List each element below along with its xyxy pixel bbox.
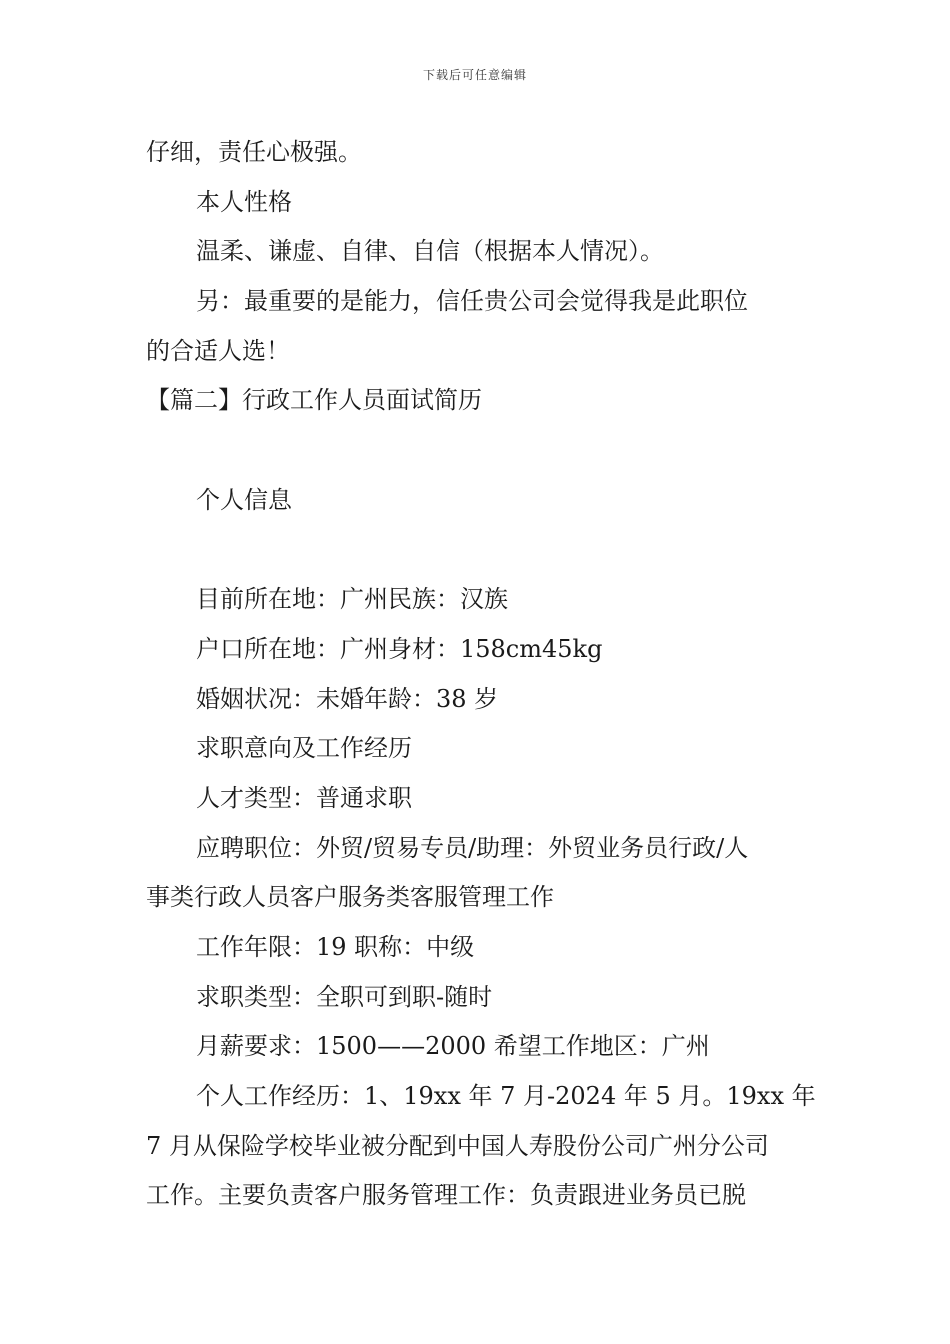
- section-title-part-two: 【篇二】行政工作人员面试简历: [146, 386, 482, 415]
- body-line: 温柔、谦虚、自律、自信（根据本人情况）。: [196, 237, 664, 266]
- info-line-salary: 月薪要求：1500——2000 希望工作地区：广州: [196, 1032, 710, 1061]
- info-line-location: 目前所在地：广州民族：汉族: [196, 585, 508, 614]
- blank-line: [146, 526, 811, 576]
- info-line-marital: 婚姻状况：未婚年龄：38 岁: [196, 684, 499, 713]
- blank-line: [146, 426, 811, 476]
- body-line: 的合适人选！: [146, 336, 290, 365]
- section-heading-job-intent: 求职意向及工作经历: [196, 734, 412, 763]
- info-line-hukou: 户口所在地：广州身材：158cm45kg: [196, 634, 603, 663]
- body-line: 另：最重要的是能力，信任贵公司会觉得我是此职位: [196, 287, 748, 316]
- info-line-work-years: 工作年限：19 职称：中级: [196, 933, 475, 961]
- section-heading-personality: 本人性格: [196, 187, 292, 216]
- body-line: 工作。主要负责客户服务管理工作：负责跟进业务员已脱: [146, 1181, 746, 1210]
- info-line-work-history: 个人工作经历：1、19xx 年 7 月-2024 年 5 月。19xx 年: [196, 1082, 816, 1111]
- body-line: 仔细，责任心极强。: [146, 138, 362, 166]
- info-line-talent-type: 人才类型：普通求职: [196, 783, 412, 812]
- info-line-job-type: 求职类型：全职可到职-随时: [196, 982, 493, 1011]
- page-header-note: 下载后可任意编辑: [422, 68, 527, 82]
- info-line-position-cont: 事类行政人员客户服务类客服管理工作: [146, 883, 554, 912]
- info-line-position: 应聘职位：外贸/贸易专员/助理：外贸业务员行政/人: [196, 833, 749, 862]
- section-heading-personal-info: 个人信息: [196, 485, 292, 514]
- document-body: [146, 128, 816, 1221]
- body-line: 7 月从保险学校毕业被分配到中国人寿股份公司广州分公司: [146, 1131, 769, 1160]
